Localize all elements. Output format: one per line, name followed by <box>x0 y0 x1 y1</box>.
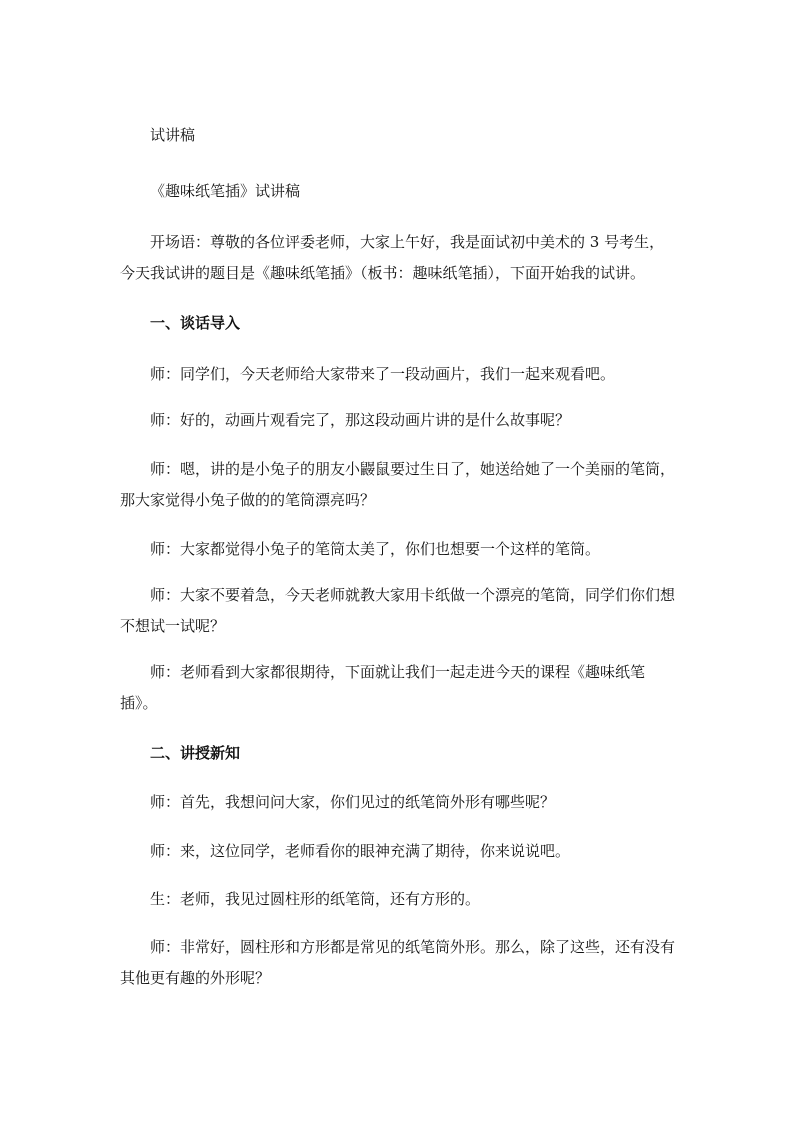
paragraph: 师：来，这位同学，老师看你的眼神充满了期待，你来说说吧。 <box>150 842 571 860</box>
paragraph: 师：老师看到大家都很期待，下面就让我们一起走进今天的课程《趣味纸笔插》。 <box>120 663 646 712</box>
intro-paragraph: 开场语：尊敬的各位评委老师，大家上午好，我是面试初中美术的 3 号考生，今天我试讲的题目是《趣味纸笔插》（板书：趣味纸笔插），下面开始我的试讲。 <box>120 233 665 282</box>
section-heading-new-knowledge: 二、讲授新知 <box>150 744 241 762</box>
paragraph: 生：老师，我见过圆柱形的纸笔筒，还有方形的。 <box>150 890 481 908</box>
paragraph: 师：非常好，圆柱形和方形都是常见的纸笔筒外形。那么，除了这些，还有没有其他更有趣的外形呢？ <box>120 938 676 987</box>
section-heading-intro: 一、谈话导入 <box>150 314 241 332</box>
paragraph: 师：好的，动画片观看完了，那这段动画片讲的是什么故事呢？ <box>150 411 571 429</box>
paragraph: 师：大家都觉得小兔子的笔筒太美了，你们也想要一个这样的笔筒。 <box>150 540 601 558</box>
paragraph: 师：同学们，今天老师给大家带来了一段动画片，我们一起来观看吧。 <box>150 365 616 383</box>
paragraph: 师：大家不要着急，今天老师就教大家用卡纸做一个漂亮的笔筒，同学们你们想不想试一试呢？ <box>120 586 676 635</box>
paragraph: 师：嗯，讲的是小兔子的朋友小鼹鼠要过生日了，她送给她了一个美丽的笔筒，那大家觉得小兔子做的的笔筒漂亮吗？ <box>120 460 676 509</box>
document-title: 试讲稿 <box>150 126 196 144</box>
document-subtitle: 《趣味纸笔插》试讲稿 <box>150 182 301 200</box>
paragraph: 师：首先，我想问问大家，你们见过的纸笔筒外形有哪些呢？ <box>150 793 556 811</box>
